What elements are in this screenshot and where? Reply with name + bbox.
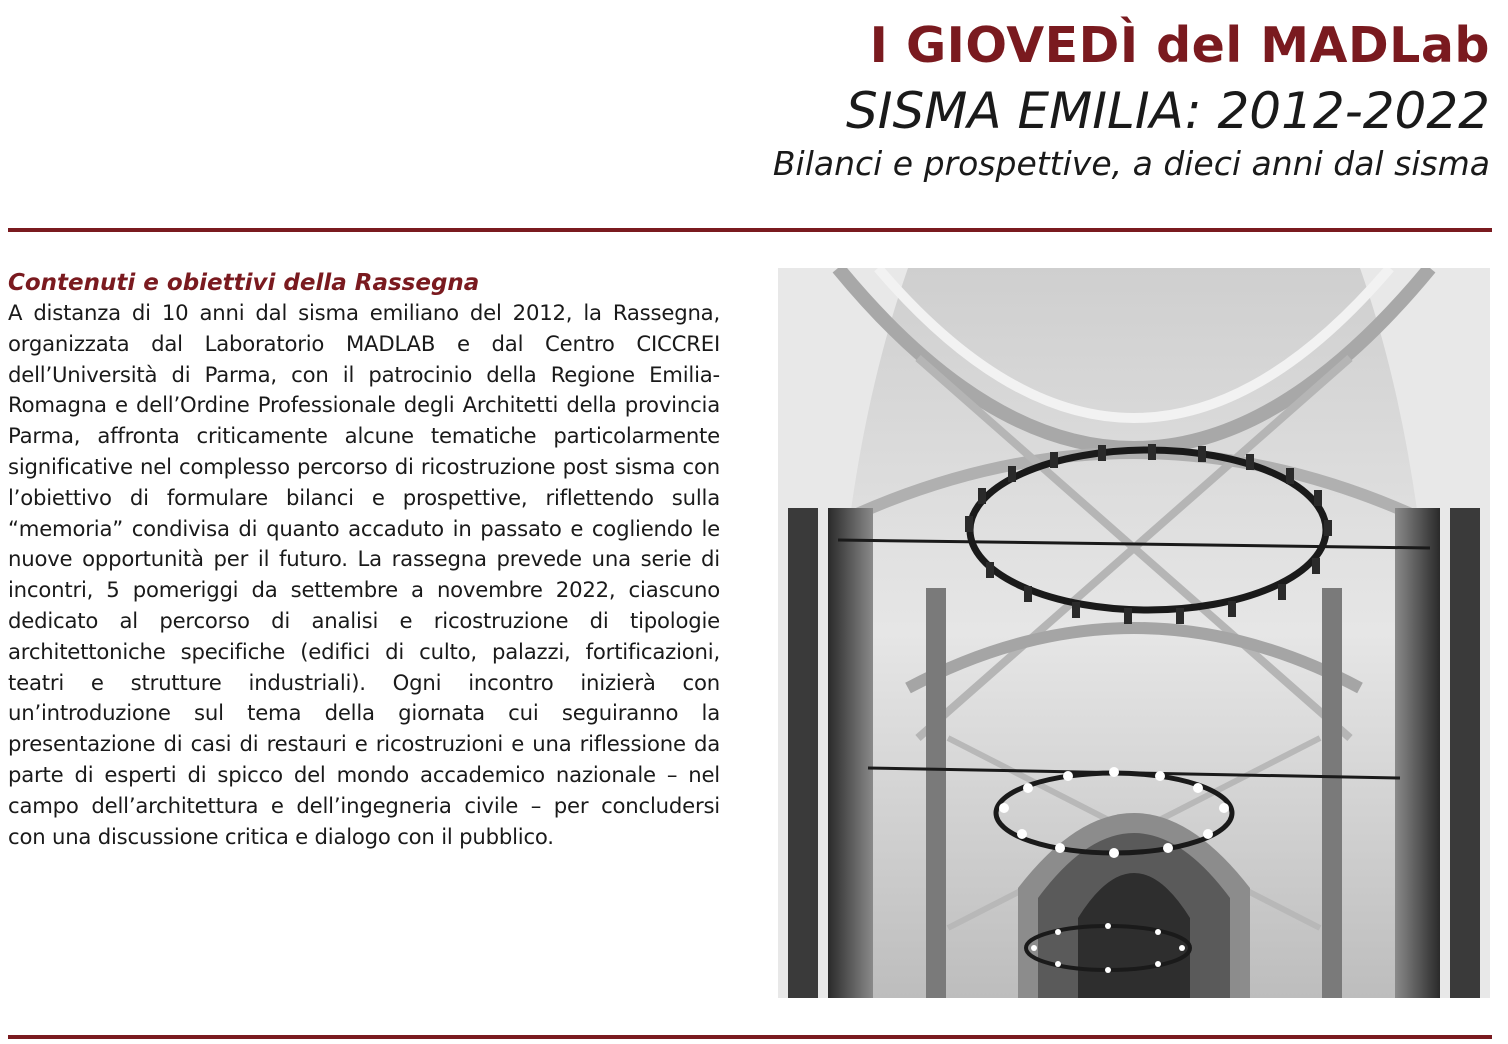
top-divider — [8, 228, 1492, 232]
church-interior-photo — [778, 268, 1490, 998]
page-subtitle: SISMA EMILIA: 2012-2022 — [846, 82, 1490, 140]
bottom-divider — [8, 1035, 1492, 1039]
content-column — [8, 268, 720, 852]
section-heading: Contenuti e obiettivi della Rassegna — [8, 270, 480, 296]
page-title: I GIOVEDÌ del MADLab — [869, 17, 1490, 74]
page-tagline: Bilanci e prospettive, a dieci anni dal sisma — [772, 144, 1490, 183]
header — [773, 14, 1490, 186]
section-body: A distanza di 10 anni dal sisma emiliano del 2012, la Rassegna, organizzata dal Laboratorio MADLAB e dal Centro CICCREI dell’Università di Parma, con il patrocinio della Regione Emilia-Romagna e dell’Ordine Professionale degli Architetti della provincia Parma, affronta criticamente alcune tematiche particolarmente significative nel complesso percorso di ricostruzione post sisma con l’obiettivo di formulare bilanci e prospettive, riflettendo sulla “memoria” condivisa di quanto accaduto in passato e cogliendo le nuove opportunità per il futuro. La rassegna prevede una serie di incontri, 5 pomeriggi da settembre a novembre 2022, ciascuno dedicato al percorso di analisi e ricostruzione di tipologie architettoniche specifiche (edifici di culto, palazzi, fortificazioni, teatri e strutture industriali). Ogni incontro inizierà con un’introduzione sul tema della giornata cui seguiranno la presentazione di casi di restauri e ricostruzioni e una riflessione da parte di esperti di spicco del mondo accademico nazionale – nel campo dell’architettura e dell’ingegneria civile – per concludersi con una discussione critica e dialogo con il pubblico. — [8, 300, 720, 849]
